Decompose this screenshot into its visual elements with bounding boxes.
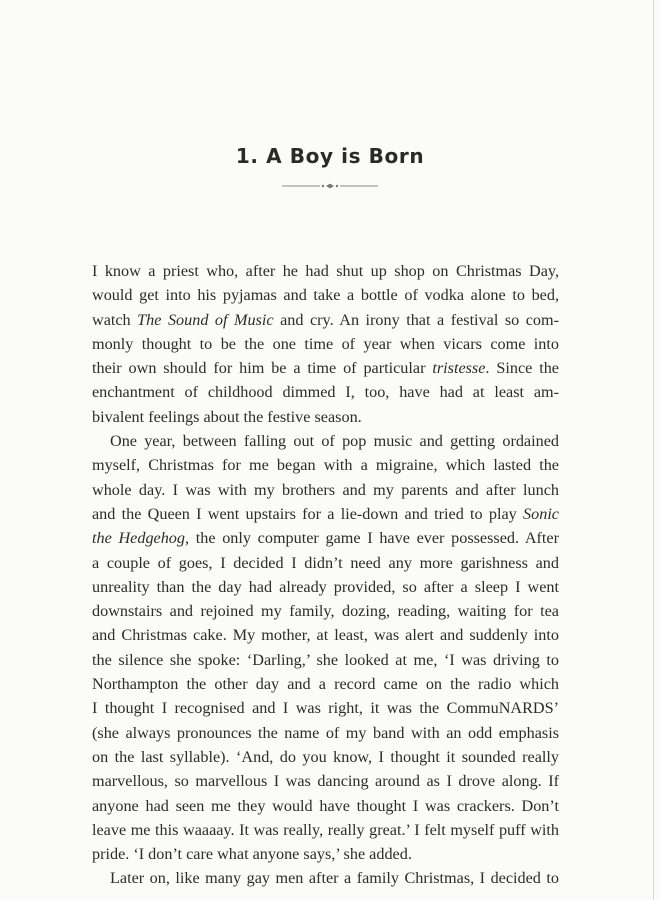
text-line: [92, 794, 559, 818]
text-segment: downstairs and rejoined my family, dozing, reading, waiting for tea: [92, 602, 559, 621]
text-line: [92, 429, 559, 453]
text-segment: enchantment of childhood dimmed I, too, have had at least am-: [92, 383, 559, 402]
italic-title-text: The Sound of Music: [137, 310, 274, 329]
text-line: [92, 599, 559, 623]
text-line: [92, 721, 559, 745]
chapter-title: 1. A Boy is Born: [235, 144, 425, 168]
text-line: [92, 405, 559, 429]
text-line: [92, 648, 559, 672]
text-segment: marvellous, so marvellous I was dancing around as I drove along. If: [92, 772, 559, 791]
text-segment: I know a priest who, after he had shut up shop on Christmas Day,: [92, 262, 559, 280]
text-line: [92, 818, 559, 842]
text-line: [92, 308, 559, 332]
text-line: [92, 356, 559, 380]
text-segment: bivalent feelings about the festive season.: [92, 407, 362, 426]
italic-title-text: the Hedgehog: [92, 529, 185, 548]
text-segment: Northampton the other day and a record came on the radio which: [92, 675, 559, 694]
text-line: [92, 502, 559, 526]
text-segment: (she always pronounces the name of my band with an odd emphasis: [92, 723, 559, 742]
text-segment: Later on, like many gay men after a family Christmas, I decided to: [110, 869, 559, 888]
text-segment: watch: [92, 310, 138, 329]
italic-title-text: Sonic: [523, 504, 559, 523]
text-line: [92, 672, 559, 696]
text-segment: pride. ‘I don’t care what anyone says,’ she added.: [92, 845, 412, 864]
text-segment: . Since the: [485, 359, 559, 378]
text-line: [92, 696, 559, 720]
text-segment: unreality than the day had already provided, so after a sleep I went: [92, 577, 559, 596]
text-segment: and Christmas cake. My mother, at least, was alert and suddenly into: [92, 626, 559, 645]
text-line: [92, 259, 559, 283]
text-line: [92, 623, 559, 647]
chapter-ornament-icon: [282, 180, 378, 192]
text-line: [92, 842, 559, 866]
text-segment: the silence she spoke: ‘Darling,’ she looked at me, ‘I was driving to: [92, 650, 559, 669]
text-segment: and cry. An irony that a festival so com-: [273, 310, 560, 329]
text-segment: a couple of goes, I decided I didn’t need any more garishness and: [92, 553, 559, 572]
text-line: [92, 526, 559, 550]
italic-title-text: tristesse: [432, 359, 486, 378]
text-segment: on the last syllable). ‘And, do you know, I thought it sounded really: [92, 747, 559, 766]
body-text: [92, 259, 559, 891]
text-segment: and the Queen I went upstairs for a lie-down and tried to play: [92, 504, 524, 523]
page-edge-line: [653, 0, 654, 900]
text-segment: One year, between falling out of pop music and getting ordained: [110, 432, 559, 451]
text-segment: their own should for him be a time of particular: [92, 359, 433, 378]
text-line: [92, 283, 559, 307]
text-line: [92, 745, 559, 769]
text-segment: monly thought to be the one time of year when vicars come into: [92, 334, 559, 353]
text-line: [92, 453, 559, 477]
text-segment: I thought I recognised and I was right, it was the CommuNARDS’: [92, 699, 559, 718]
text-segment: whole day. I was with my brothers and my parents and after lunch: [92, 480, 559, 499]
text-segment: would get into his pyjamas and take a bottle of vodka alone to bed,: [92, 286, 559, 305]
text-line: [92, 478, 559, 502]
text-line: [92, 380, 559, 404]
text-segment: myself, Christmas for me began with a migraine, which lasted the: [92, 456, 559, 475]
text-segment: , the only computer game I have ever possessed. After: [185, 529, 559, 548]
text-line: [92, 551, 559, 575]
text-line: [92, 866, 559, 890]
text-segment: leave me this waaaay. It was really, really great.’ I felt myself puff with: [92, 820, 559, 839]
text-line: [92, 332, 559, 356]
text-line: [92, 575, 559, 599]
text-segment: anyone had seen me they would have thought I was crackers. Don’t: [92, 796, 559, 815]
text-line: [92, 769, 559, 793]
